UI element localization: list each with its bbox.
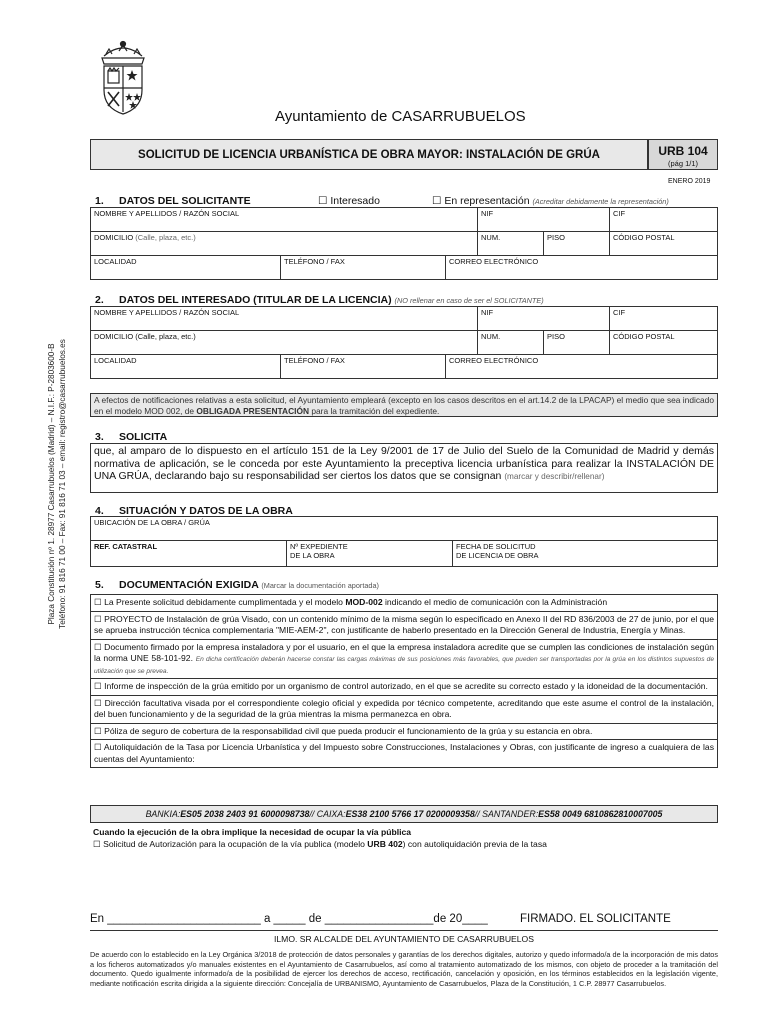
doc-item-inspection-report[interactable]: ☐ Informe de inspección de la grúa emitido por un organismo de control autorizado, en el que se acredite su correcto estado y la idoneidad de la documentación.: [91, 679, 717, 696]
section2-heading: 2. DATOS DEL INTERESADO (TITULAR DE LA LICENCIA) (NO rellenar en caso de ser el SOLICITANTE): [95, 294, 544, 306]
request-hint: (marcar y describir/rellenar): [504, 472, 605, 481]
applicant-zip-field[interactable]: CÓDIGO POSTAL: [610, 232, 718, 256]
interested-nif-field[interactable]: NIF: [478, 307, 610, 331]
interested-floor-field[interactable]: PISO: [544, 331, 610, 355]
interested-num-field[interactable]: NUM.: [478, 331, 544, 355]
sidebar-contact: Teléfono: 91 816 71 00 – Fax: 91 816 71 03 – email: registro@casarrubuelos.es: [58, 339, 67, 629]
sidebar-address: Plaza Constitución nº 1. 28977 Casarrubuelos (Madrid) – N.I.F.: P-2803600-B: [47, 343, 56, 625]
section3-heading: 3. SOLICITA: [95, 431, 168, 443]
public-way-block: [93, 826, 718, 850]
documentation-list: [90, 594, 718, 768]
municipal-crest-icon: [92, 38, 154, 116]
municipality-name: Ayuntamiento de CASARRUBUELOS: [275, 108, 526, 125]
interested-phone-field[interactable]: TELÉFONO / FAX: [281, 355, 446, 379]
place-date-line[interactable]: En ________________________ a _____ de _________________de 20____: [90, 913, 488, 925]
section5-note: (Marcar la documentación aportada): [261, 581, 379, 590]
form-date: ENERO 2019: [668, 178, 711, 185]
data-protection-notice: De acuerdo con lo establecido en la Ley Orgánica 3/2018 de protección de datos personales y garantías de los derechos digitales, autorizo y quedo informado/a de la incorporación de mis datos a los ficheros automatizados y/o manuales existentes en el Ayuntamiento de Casarrubuelos, así como al tratamiento automatizado de los mismos, con objeto de proceder a la tramitación del documento. Quedo igualmente informado/a de la posibilidad de ejercer los derechos de acceso, rectificación, cancelación y oposición, en los términos establecidos en la legislación vigente, mediante notificación escrita dirigida a la siguiente dirección: Concejalía de URBANISMO, Ayuntamiento de Casarrubuelos, Plaza de la Constitución, 1 C.P. 28977 Casarrubuelos.: [90, 950, 718, 988]
applicant-name-field[interactable]: NOMBRE Y APELLIDOS / RAZÓN SOCIAL: [91, 208, 478, 232]
notification-notice: A efectos de notificaciones relativas a esta solicitud, el Ayuntamiento empleará (excepto en los casos descritos en el art.14.2 de la LPACAP) el medio que sea indicado en el modelo MOD 002, de OBLIGADA PRESENTACIÓN para la tramitación del expediente.: [90, 393, 718, 417]
representation-note: (Acreditar debidamente la representación): [532, 197, 669, 206]
interested-cif-field[interactable]: CIF: [610, 307, 718, 331]
section4-heading: 4. SITUACIÓN Y DATOS DE LA OBRA: [95, 505, 293, 517]
page-number: (pág 1/1): [667, 159, 699, 168]
applicant-email-field[interactable]: CORREO ELECTRÓNICO: [446, 256, 718, 280]
doc-item-insurance[interactable]: ☐ Póliza de seguro de cobertura de la responsabilidad civil que pueda producir el funcionamiento de la grúa y su estancia en obra.: [91, 724, 717, 741]
applicant-address-field[interactable]: DOMICILIO (Calle, plaza, etc.): [91, 232, 478, 256]
section1-heading: 1. DATOS DEL SOLICITANTE: [95, 195, 251, 207]
public-way-item[interactable]: ☐ Solicitud de Autorización para la ocupación de la vía publica (modelo URB 402) con autoliquidación previa de la tasa: [93, 839, 547, 849]
doc-item-mod002[interactable]: ☐ La Presente solicitud debidamente cumplimentada y el modelo MOD-002 indicando el medio de comunicación con la Administración: [91, 595, 717, 612]
doc-item-technical-direction[interactable]: ☐ Dirección facultativa visada por el correspondiente colegio oficial y expedida por técnico competente, acreditando que este asume el control de la instalación, del buen funcionamiento y de la seguridad de la grúa mientras la misma permanezca en obra.: [91, 696, 717, 724]
applicant-phone-field[interactable]: TELÉFONO / FAX: [281, 256, 446, 280]
doc-item-installer-document[interactable]: ☐ Documento firmado por la empresa instaladora y por el usuario, en el que la empresa instaladora acredite que se cumplen las condiciones de instalación según la norma UNE 58-101-92. En dicha certificación deberán hacerse constar las cargas máximas de sus posiciones más favorables, que pueden ser transportadas por la grúa en los distintos supuestos de utilización que se prevea.: [91, 640, 717, 680]
checkbox-interesado[interactable]: ☐ Interesado: [318, 195, 380, 207]
cadastral-ref-field[interactable]: REF. CATASTRAL: [91, 541, 287, 567]
applicant-cif-field[interactable]: CIF: [610, 208, 718, 232]
interested-town-field[interactable]: LOCALIDAD: [91, 355, 281, 379]
section2-note: (NO rellenar en caso de ser el SOLICITANTE): [394, 296, 544, 305]
file-number-field[interactable]: Nº EXPEDIENTE DE LA OBRA: [287, 541, 453, 567]
doc-item-self-assessment[interactable]: ☐ Autoliquidación de la Tasa por Licencia Urbanística y del Impuesto sobre Construcciones, Instalaciones y Obras, con justificante de ingreso a cualquiera de las cuentas del Ayuntamiento:: [94, 742, 714, 764]
interested-name-field[interactable]: NOMBRE Y APELLIDOS / RAZÓN SOCIAL: [91, 307, 478, 331]
applicant-num-field[interactable]: NUM.: [478, 232, 544, 256]
request-text: que, al amparo de lo dispuesto en el artículo 151 de la Ley 9/2001 de 17 de Julio del Suelo de la Comunidad de Madrid y demás normativa de aplicación, se le conceda por este Ayuntamiento la preceptiva licencia urbanística para realizar la INSTALACIÓN DE UNA GRÚA, declarando bajo su responsabilidad ser ciertos los datos que se consignan (marcar y describir/rellenar): [90, 443, 718, 493]
applicant-floor-field[interactable]: PISO: [544, 232, 610, 256]
signed-by: FIRMADO. EL SOLICITANTE: [520, 913, 671, 925]
interested-zip-field[interactable]: CÓDIGO POSTAL: [610, 331, 718, 355]
applicant-town-field[interactable]: LOCALIDAD: [91, 256, 281, 280]
form-title: SOLICITUD DE LICENCIA URBANÍSTICA DE OBRA MAYOR: INSTALACIÓN DE GRÚA: [90, 139, 648, 170]
applicant-table: [90, 207, 718, 280]
interested-table: [90, 306, 718, 379]
section5-heading: 5. DOCUMENTACIÓN EXIGIDA (Marcar la documentación aportada): [95, 579, 379, 591]
doc-item-project[interactable]: ☐ PROYECTO de Instalación de grúa Visado, con un contenido mínimo de la misma según lo especificado en Anexo II del RD 836/2003 de 27 de junio, por el que se aprueba instrucción técnica complementaria "MIE-AEM-2", con justificante de haberlo presentado en la Dirección General de Industria, Energía y Minas.: [91, 612, 717, 640]
applicant-nif-field[interactable]: NIF: [478, 208, 610, 232]
recipient: ILMO. SR ALCALDE DEL AYUNTAMIENTO DE CASARRUBUELOS: [90, 930, 718, 944]
sidebar-contact-info: [46, 289, 68, 679]
work-location-field[interactable]: UBICACIÓN DE LA OBRA / GRÚA: [91, 517, 718, 541]
form-code: URB 104: [658, 144, 708, 158]
signature-line: [90, 913, 718, 925]
request-date-field[interactable]: FECHA DE SOLICITUD DE LICENCIA DE OBRA: [453, 541, 718, 567]
public-way-title: Cuando la ejecución de la obra implique la necesidad de ocupar la vía pública: [93, 827, 412, 837]
form-code-box: [648, 139, 718, 170]
bank-accounts: BANKIA: ES05 2038 2403 91 6000098738 // CAIXA: ES38 2100 5766 17 0200009358 // SANTANDER: ES58 0049 6810862810007005: [90, 805, 718, 823]
work-table: [90, 516, 718, 567]
checkbox-representacion[interactable]: ☐ En representación (Acreditar debidamente la representación): [432, 195, 669, 207]
interested-email-field[interactable]: CORREO ELECTRÓNICO: [446, 355, 718, 379]
interested-address-field[interactable]: DOMICILIO (Calle, plaza, etc.): [91, 331, 478, 355]
